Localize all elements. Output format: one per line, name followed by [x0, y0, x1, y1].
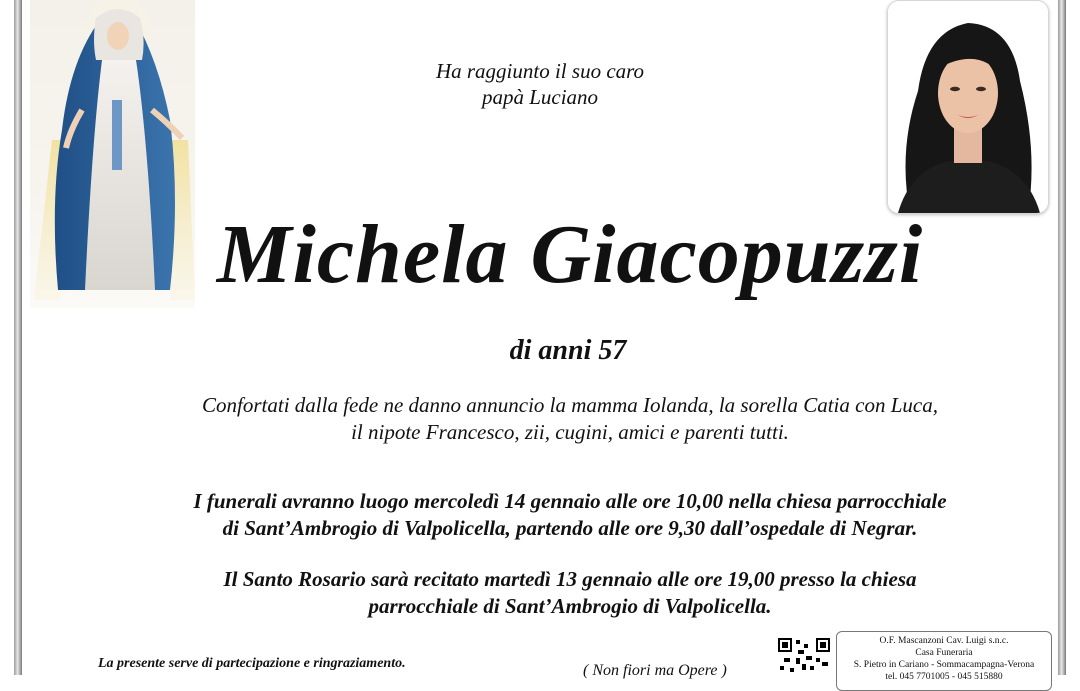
agency-locations: S. Pietro in Cariano - Sommacampagna-Verona	[853, 660, 1035, 670]
qr-code[interactable]	[776, 636, 832, 675]
rosary-details	[30, 566, 1080, 620]
rosary-line-1: Il Santo Rosario sarà recitato martedì 13 gennaio alle ore 19,00 presso la chiesa	[223, 567, 917, 591]
funeral-agency-box	[836, 631, 1052, 691]
intro-line-1: Ha raggiunto il suo caro	[435, 59, 645, 83]
funeral-line-2: di Sant’Ambrogio di Valpolicella, partendo alle ore 9,30 dall’ospedale di Negrar.	[222, 516, 918, 540]
intro-line-2: papà Luciano	[481, 85, 599, 109]
announcement-line-1: Confortati dalla fede ne danno annuncio la mamma Iolanda, la sorella Catia con Luca,	[202, 393, 938, 417]
deceased-age: di anni 57	[509, 335, 627, 366]
rosary-line-2: parrocchiale di Sant’Ambrogio di Valpolicella.	[368, 594, 772, 618]
intro-text	[0, 58, 1080, 110]
thanks-note: La presente serve di partecipazione e ringraziamento.	[98, 656, 406, 671]
agency-type: Casa Funeraria	[915, 648, 973, 658]
funeral-line-1: I funerali avranno luogo mercoledì 14 gennaio alle ore 10,00 nella chiesa parrocchiale	[193, 489, 947, 513]
agency-name: O.F. Mascanzoni Cav. Luigi s.n.c.	[879, 636, 1009, 646]
deceased-name: Michela Giacopuzzi	[216, 208, 924, 301]
no-flowers-note: ( Non fiori ma Opere )	[583, 662, 727, 679]
announcement-line-2: il nipote Francesco, zii, cugini, amici e parenti tutti.	[351, 420, 789, 444]
agency-phone: tel. 045 7701005 - 045 515880	[885, 672, 1003, 682]
funeral-details	[30, 488, 1080, 542]
announcement-text	[30, 392, 1080, 446]
